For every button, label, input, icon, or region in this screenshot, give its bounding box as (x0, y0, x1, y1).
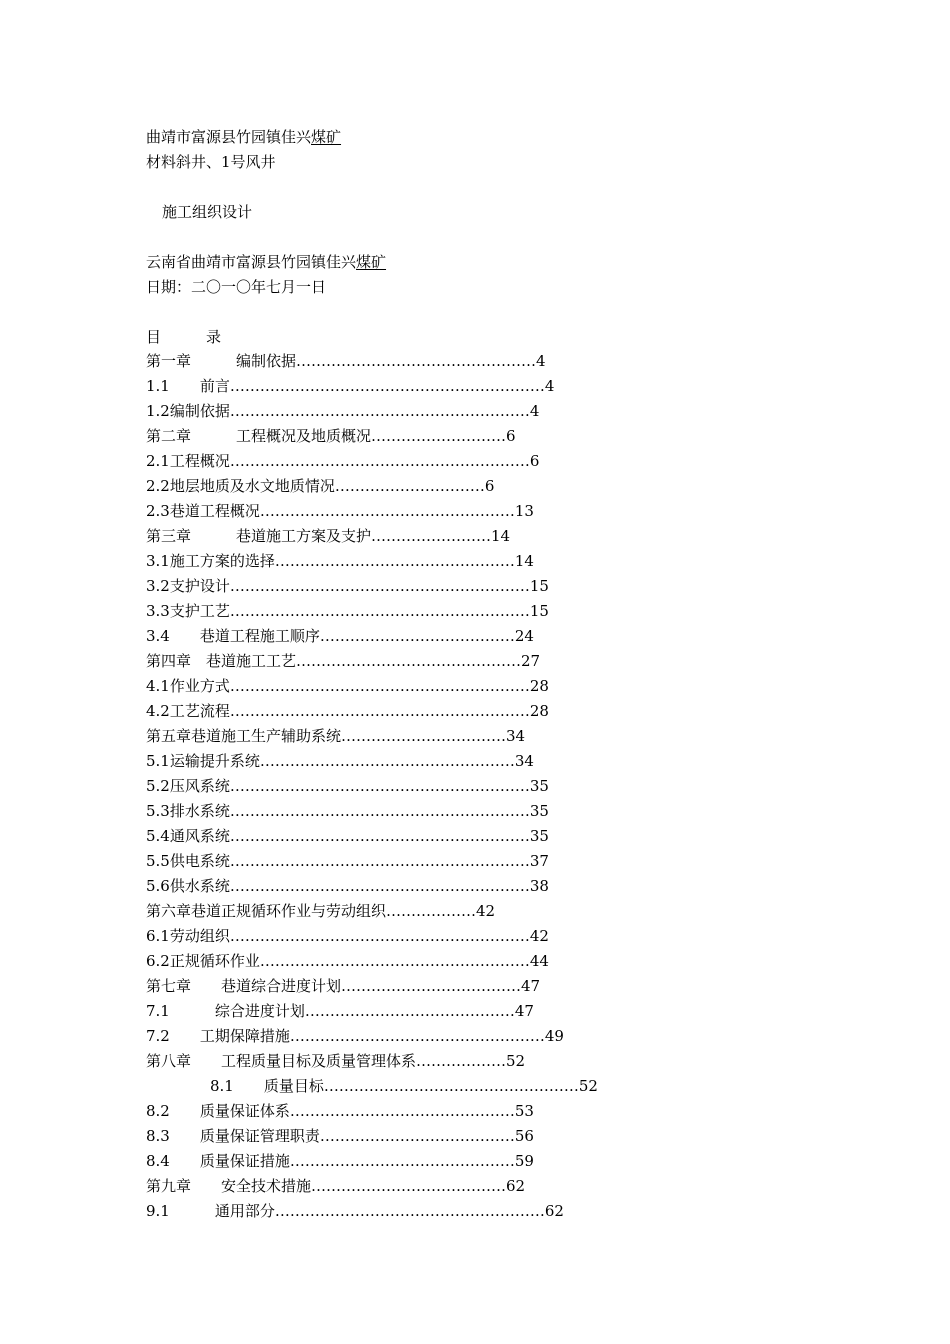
toc-entry[interactable]: 7.2 工期保障措施……………………………………………49 (146, 1027, 564, 1045)
toc-entry[interactable]: 6.1劳动组织……………………………………………………42 (146, 927, 549, 945)
toc-entry[interactable]: 2.1工程概况……………………………………………………6 (146, 452, 540, 470)
table-of-contents (146, 351, 866, 1226)
toc-entry[interactable]: 5.5供电系统……………………………………………………37 (146, 852, 549, 870)
toc-heading: 目 录 (146, 328, 222, 346)
issuer-line (146, 252, 386, 272)
toc-entry[interactable]: 6.2正规循环作业………………………………………………44 (146, 952, 549, 970)
issuer-prefix: 云南省曲靖市富源县竹园镇佳兴 (146, 253, 357, 271)
toc-entry[interactable]: 4.1作业方式……………………………………………………28 (146, 677, 549, 695)
toc-entry[interactable]: 3.4 巷道工程施工顺序…………………………………24 (146, 627, 534, 645)
toc-entry[interactable]: 8.4 质量保证措施………………………………………59 (146, 1152, 534, 1170)
toc-entry[interactable]: 第三章 巷道施工方案及支护……………………14 (146, 527, 511, 545)
title-prefix: 曲靖市富源县竹园镇佳兴 (146, 128, 312, 146)
document-subtitle: 材料斜井、1号风井 (146, 153, 276, 171)
toc-entry[interactable]: 5.2压风系统……………………………………………………35 (146, 777, 549, 795)
toc-entry[interactable]: 第八章 工程质量目标及质量管理体系………………52 (146, 1052, 526, 1070)
toc-entry[interactable]: 5.6供水系统……………………………………………………38 (146, 877, 549, 895)
toc-entry[interactable]: 8.2 质量保证体系………………………………………53 (146, 1102, 534, 1120)
design-title: 施工组织设计 (162, 203, 253, 221)
toc-entry[interactable]: 1.2编制依据……………………………………………………4 (146, 402, 540, 420)
title-link[interactable]: 煤矿 (311, 128, 342, 146)
toc-entry[interactable]: 4.2工艺流程……………………………………………………28 (146, 702, 549, 720)
toc-entry[interactable]: 8.3 质量保证管理职责…………………………………56 (146, 1127, 534, 1145)
toc-entry[interactable]: 7.1 综合进度计划……………………………………47 (146, 1002, 534, 1020)
toc-entry[interactable]: 第一章 编制依据…………………………………………4 (146, 352, 546, 370)
toc-entry[interactable]: 第四章 巷道施工工艺………………………………………27 (146, 652, 541, 670)
toc-entry[interactable]: 8.1 质量目标……………………………………………52 (210, 1077, 598, 1095)
toc-entry[interactable]: 2.3巷道工程概况……………………………………………13 (146, 502, 534, 520)
toc-entry[interactable]: 5.3排水系统……………………………………………………35 (146, 802, 549, 820)
document-title (146, 127, 341, 147)
toc-entry[interactable]: 3.2支护设计……………………………………………………15 (146, 577, 549, 595)
toc-entry[interactable]: 9.1 通用部分………………………………………………62 (146, 1202, 564, 1220)
toc-entry[interactable]: 5.1运输提升系统……………………………………………34 (146, 752, 534, 770)
toc-entry[interactable]: 5.4通风系统……………………………………………………35 (146, 827, 549, 845)
toc-entry[interactable]: 2.2地层地质及水文地质情况…………………………6 (146, 477, 495, 495)
toc-entry[interactable]: 3.1施工方案的选择…………………………………………14 (146, 552, 534, 570)
toc-entry[interactable]: 第五章巷道施工生产辅助系统……………………………34 (146, 727, 526, 745)
toc-entry[interactable]: 第七章 巷道综合进度计划………………………………47 (146, 977, 541, 995)
toc-entry[interactable]: 第六章巷道正规循环作业与劳动组织………………42 (146, 902, 496, 920)
toc-entry[interactable]: 第二章 工程概况及地质概况………………………6 (146, 427, 516, 445)
toc-entry[interactable]: 3.3支护工艺……………………………………………………15 (146, 602, 549, 620)
toc-entry[interactable]: 1.1 前言………………………………………………………4 (146, 377, 555, 395)
issuer-link[interactable]: 煤矿 (356, 253, 387, 271)
document-date: 日期：二〇一〇年七月一日 (146, 278, 327, 296)
toc-entry[interactable]: 第九章 安全技术措施…………………………………62 (146, 1177, 526, 1195)
